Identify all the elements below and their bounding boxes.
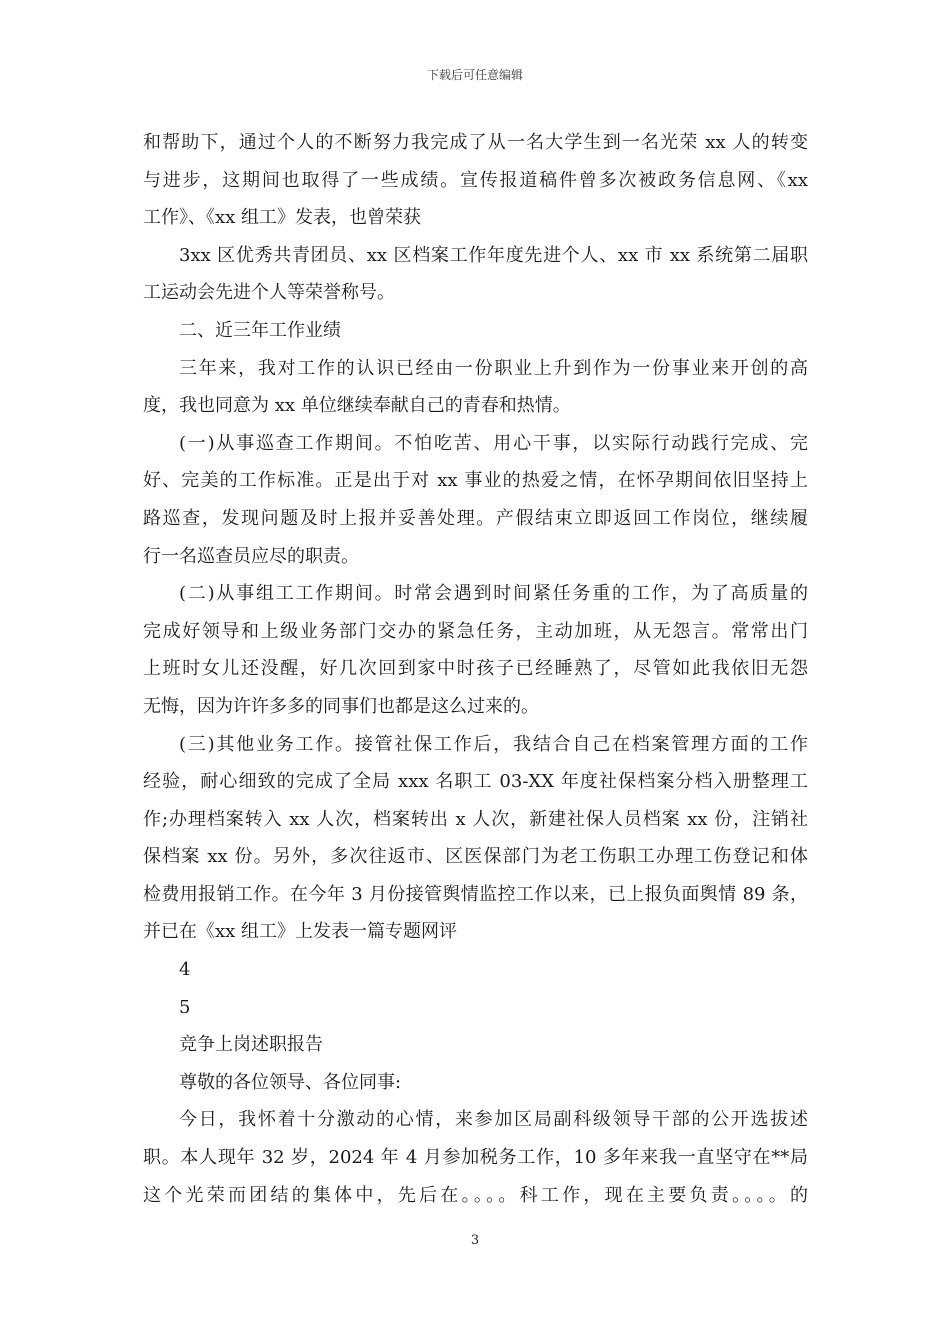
paragraph-line: 路巡查，发现问题及时上报并妥善处理。产假结束立即返回工作岗位，继续履 [143, 507, 808, 529]
paragraph-line: 和帮助下，通过个人的不断努力我完成了从一名大学生到一名光荣 xx 人的转变 [143, 132, 808, 153]
paragraph-line: 好、完美的工作标准。正是出于对 xx 事业的热爱之情，在怀孕期间依旧坚持上 [143, 470, 808, 492]
report-title: 竞争上岗述职报告 [179, 1034, 323, 1056]
paragraph-line: 这个光荣而团结的集体中，先后在。。。。科工作，现在主要负责。。。。的 [143, 1184, 808, 1206]
section-heading: 二、近三年工作业绩 [179, 319, 341, 341]
paragraph-line: (三)其他业务工作。接管社保工作后，我结合自己在档案管理方面的工作 [179, 733, 808, 755]
paragraph-line: 检费用报销工作。在今年 3 月份接管舆情监控工作以来，已上报负面舆情 89 条， [143, 883, 808, 905]
paragraph-line: 三年来，我对工作的认识已经由一份职业上升到作为一份事业来开创的高 [179, 357, 808, 379]
paragraph-line: 与进步，这期间也取得了一些成绩。宣传报道稿件曾多次被政务信息网、《xx [143, 169, 808, 191]
salutation: 尊敬的各位领导、各位同事: [179, 1071, 402, 1093]
paragraph-line: (二)从事组工工作期间。时常会遇到时间紧任务重的工作，为了高质量的 [179, 583, 808, 605]
paragraph-line: 经验，耐心细致的完成了全局 xxx 名职工 03-XX 年度社保档案分档入册整理工 [143, 771, 808, 793]
paragraph-line: 无悔，因为许许多多的同事们也都是这么过来的。 [143, 695, 539, 717]
paragraph-line: 工作》、《xx 组工》发表，也曾荣获 [143, 207, 422, 229]
stray-number: 4 [179, 959, 191, 981]
page-number: 3 [470, 1233, 480, 1248]
paragraph-line: (一)从事巡查工作期间。不怕吃苦、用心干事，以实际行动践行完成、完 [179, 432, 808, 454]
paragraph-line: 并已在《xx 组工》上发表一篇专题网评 [143, 921, 458, 943]
paragraph-line: 职。本人现年 32 岁，2024 年 4 月参加税务工作，10 多年来我一直坚守在**局 [143, 1147, 808, 1169]
paragraph-line: 今日，我怀着十分激动的心情，来参加区局副科级领导干部的公开选拔述 [179, 1109, 808, 1131]
page-header: 下载后可任意编辑 [426, 68, 523, 82]
paragraph-line: 作;办理档案转入 xx 人次，档案转出 x 人次，新建社保人员档案 xx 份，注销社 [143, 808, 808, 830]
stray-number: 5 [179, 996, 191, 1018]
paragraph-line: 完成好领导和上级业务部门交办的紧急任务，主动加班，从无怨言。常常出门 [143, 620, 808, 642]
paragraph-line: 保档案 xx 份。另外，多次往返市、区医保部门为老工伤职工办理工伤登记和体 [143, 846, 808, 868]
paragraph-line: 行一名巡查员应尽的职责。 [143, 545, 359, 567]
document-body [143, 124, 808, 1214]
paragraph-line: 度，我也同意为 xx 单位继续奉献自己的青春和热情。 [143, 395, 571, 417]
paragraph-line: 工运动会先进个人等荣誉称号。 [143, 282, 395, 304]
paragraph-line: 上班时女儿还没醒，好几次回到家中时孩子已经睡熟了，尽管如此我依旧无怨 [143, 658, 808, 680]
paragraph-line: 3xx 区优秀共青团员、xx 区档案工作年度先进个人、xx 市 xx 系统第二届职 [179, 244, 808, 266]
